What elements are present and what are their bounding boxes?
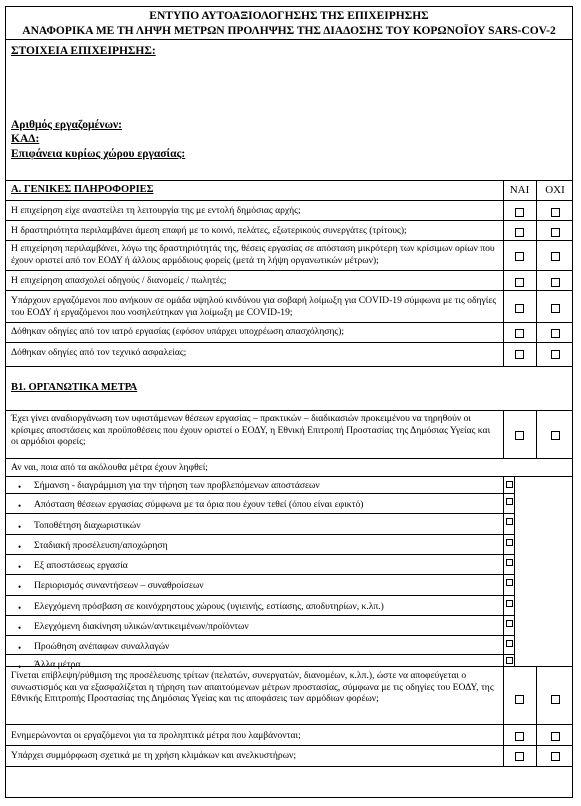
question-a1: Η επιχείρηση είχε αναστείλει τη λειτουργία της με εντολή δημόσιας αρχής; [11,205,301,216]
section-b1-title: Β1. ΟΡΓΑΝΩΤΙΚΑ ΜΕΤΡΑ [11,382,138,393]
question-a4: Η επιχείρηση απασχολεί οδηγούς / διανομείς / πωλητές; [11,275,227,286]
checkbox-yes-b-stairs[interactable] [515,752,524,761]
column-divider [536,410,537,458]
checkbox-measure-8[interactable] [506,620,513,627]
question-a7: Δόθηκαν οδηγίες από τον τεχνικό ασφαλείας; [11,347,187,358]
checkbox-no-b-third-parties[interactable] [551,695,560,704]
divider [6,635,514,636]
measure-2: Απόσταση θέσεων εργασίας σύμφωνα με τα όρια που έχουν τεθεί (όπου είναι εφικτό) [34,499,364,510]
checkbox-no-b-stairs[interactable] [551,752,560,761]
employees-label: Αριθμός εργαζομένων: [11,119,122,131]
divider [6,615,514,616]
checkbox-measure-2[interactable] [506,498,513,505]
divider [6,493,514,494]
measure-7: Ελεγχόμενη πρόσβαση σε κοινόχρηστους χώρους (υγιεινής, εστίασης, αποδυτηρίων, κ.λπ.) [34,601,384,612]
divider [6,458,572,459]
bullet: • [18,482,22,492]
checkbox-no-a3[interactable] [551,252,560,261]
yes-column-header: ΝΑΙ [509,184,530,196]
column-divider [503,180,504,366]
checkbox-yes-a5[interactable] [515,304,524,313]
measure-8: Ελεγχόμενη διακίνηση υλικών/αντικειμένων/προϊόντων [34,621,249,632]
divider [6,39,572,40]
checkbox-measure-7[interactable] [506,600,513,607]
divider [6,745,572,746]
divider [6,366,572,367]
checkbox-no-a1[interactable] [551,208,560,217]
divider [6,200,572,201]
checkbox-yes-a4[interactable] [515,278,524,287]
checkbox-measure-4[interactable] [506,539,513,546]
divider [6,666,572,667]
measures-intro: Αν ναι, ποια από τα ακόλουθα μέτρα έχουν ληφθεί; [11,462,208,473]
section-a-title: Α. ΓΕΝΙΚΕΣ ΠΛΗΡΟΦΟΡΙΕΣ [11,184,154,195]
measure-1: Σήμανση - διαγράμμιση για την τήρηση των προβλεπόμενων αποστάσεων [34,480,320,491]
question-b-third-parties: Γίνεται επίβλεψη/ρύθμιση της προσέλευσης τρίτων (πελατών, συνεργατών, διανομέων, κ.λπ.), ώστε να αποφεύγεται ο συνωστισμός και να εξασφαλίζεται η τήρηση των απαιτούμενων μέτρων προστασίας, σύμφωνα με τις οδηγίες του ΕΟΔΥ, της Εθνικής Επιτροπής Προστασίας της Δημόσιας Υγείας και τις αποφάσεις των αρμόδιων φορέων; [11,670,494,704]
measure-4: Σταδιακή προσέλευση/αποχώρηση [34,540,168,551]
divider [6,534,514,535]
checkbox-measure-1[interactable] [506,481,513,488]
checkbox-yes-a1[interactable] [515,208,524,217]
bullet: • [18,643,22,653]
divider [6,342,572,343]
question-b-stairs: Υπάρχει συμμόρφωση σχετικά με τη χρήση κλιμάκων και ανελκυστήρων; [11,750,297,761]
divider [6,513,514,514]
checkbox-measure-3[interactable] [506,518,513,525]
column-divider [503,666,504,766]
bullet: • [18,522,22,532]
question-a3: Η επιχείρηση περιλαμβάνει, λόγω της δραστηριότητάς της, θέσεις εργασίας σε απόσταση μικρότερη των κρίσιμων ορίων που έχουν οριστεί από τον ΕΟΔΥ ή άλλους αρμόδιους φορείς (μετά τη λήψη οργανωτικών μέτρων); [11,243,495,266]
divider [6,654,514,655]
divider [6,410,572,411]
divider [6,322,572,323]
measure-10: Άλλα μέτρα [34,659,81,670]
checkbox-measure-9[interactable] [506,640,513,647]
bullet: • [18,662,22,672]
divider [6,595,514,596]
checkbox-no-a2[interactable] [551,228,560,237]
divider [6,574,514,575]
question-a2: Η δραστηριότητα περιλαμβάνει άμεση επαφή με το κοινό, πελάτες, εξωτερικούς συνεργάτες (τρίτους); [11,225,407,236]
checkbox-yes-b-informed[interactable] [515,732,524,741]
question-b-informed: Ενημερώνονται οι εργαζόμενοι για τα προληπτικά μέτρα που λαμβάνονται; [11,730,301,741]
checkbox-no-a5[interactable] [551,304,560,313]
measure-9: Προώθηση ανέπαφων συναλλαγών [34,641,170,652]
checkbox-no-b-reorg[interactable] [551,431,560,440]
company-info-label: ΣΤΟΙΧΕΙΑ ΕΠΙΧΕΙΡΗΣΗΣ: [11,45,156,57]
question-a6: Δόθηκαν οδηγίες από τον ιατρό εργασίας (εφόσον υπάρχει υποχρέωση απασχόλησης); [11,326,345,337]
divider [6,766,572,767]
measure-5: Εξ αποστάσεως εργασία [34,560,128,571]
no-column-header: ΟΧΙ [545,184,565,196]
divider [6,180,572,181]
checkbox-yes-a2[interactable] [515,228,524,237]
checkbox-measure-5[interactable] [506,559,513,566]
question-b-reorg: Έχει γίνει αναδιοργάνωση των υφιστάμενων θέσεων εργασίας – πρακτικών – διαδικασιών προκειμένου να τηρηθούν οι κρίσιμες αποστάσεις και προϋποθέσεις που έχουν οριστεί ο ΕΟΔΥ, η Εθνική Επιτροπή Προστασίας της Δημόσιας Υγείας και οι αρμόδιοι φορείς; [11,413,491,447]
divider [6,290,572,291]
column-divider [536,180,537,366]
checkbox-yes-b-reorg[interactable] [515,431,524,440]
bullet: • [18,562,22,572]
form-title-line2: ΑΝΑΦΟΡΙΚΑ ΜΕ ΤΗ ΛΗΨΗ ΜΕΤΡΩΝ ΠΡΟΛΗΨΗΣ ΤΗΣ ΔΙΑΔΟΣΗΣ ΤΟΥ ΚΟΡΩΝΟΪΟΥ SARS-COV-2 [22,25,556,37]
bullet: • [18,582,22,592]
bullet: • [18,623,22,633]
work-area-label: Επιφάνεια κυρίως χώρου εργασίας: [11,148,186,160]
bullet: • [18,542,22,552]
bullet: • [18,603,22,613]
divider [6,554,514,555]
column-divider [536,666,537,766]
checkbox-yes-a6[interactable] [515,329,524,338]
divider [6,270,572,271]
form-page [5,6,573,798]
checkbox-yes-b-third-parties[interactable] [515,695,524,704]
checkbox-yes-a3[interactable] [515,252,524,261]
column-divider [514,476,515,666]
measure-6: Περιορισμός συναντήσεων – συναθροίσεων [34,580,204,591]
checkbox-no-a7[interactable] [551,350,560,359]
question-a5: Υπάρχουν εργαζόμενοι που ανήκουν σε ομάδα υψηλού κινδύνου για σοβαρή λοίμωξη για COVID-19 σύμφωνα με τις οδηγίες του ΕΟΔΥ ή εργαζόμενοι που νοσηλεύτηκαν για λοίμωξη με COVID-19; [11,295,497,318]
divider [6,476,572,477]
checkbox-yes-a7[interactable] [515,350,524,359]
column-divider [503,476,504,666]
checkbox-no-a6[interactable] [551,329,560,338]
checkbox-no-b-informed[interactable] [551,732,560,741]
divider [6,724,572,725]
measure-3: Τοποθέτηση διαχωριστικών [34,520,141,531]
divider [6,220,572,221]
checkbox-measure-10[interactable] [506,657,513,664]
bullet: • [18,501,22,511]
divider [6,240,572,241]
kad-label: ΚΑΔ: [11,133,40,145]
column-divider [503,410,504,458]
form-title-line1: ΕΝΤΥΠΟ ΑΥΤΟΑΞΙΟΛΟΓΗΣΗΣ ΤΗΣ ΕΠΙΧΕΙΡΗΣΗΣ [149,10,429,22]
checkbox-no-a4[interactable] [551,278,560,287]
checkbox-measure-6[interactable] [506,579,513,586]
